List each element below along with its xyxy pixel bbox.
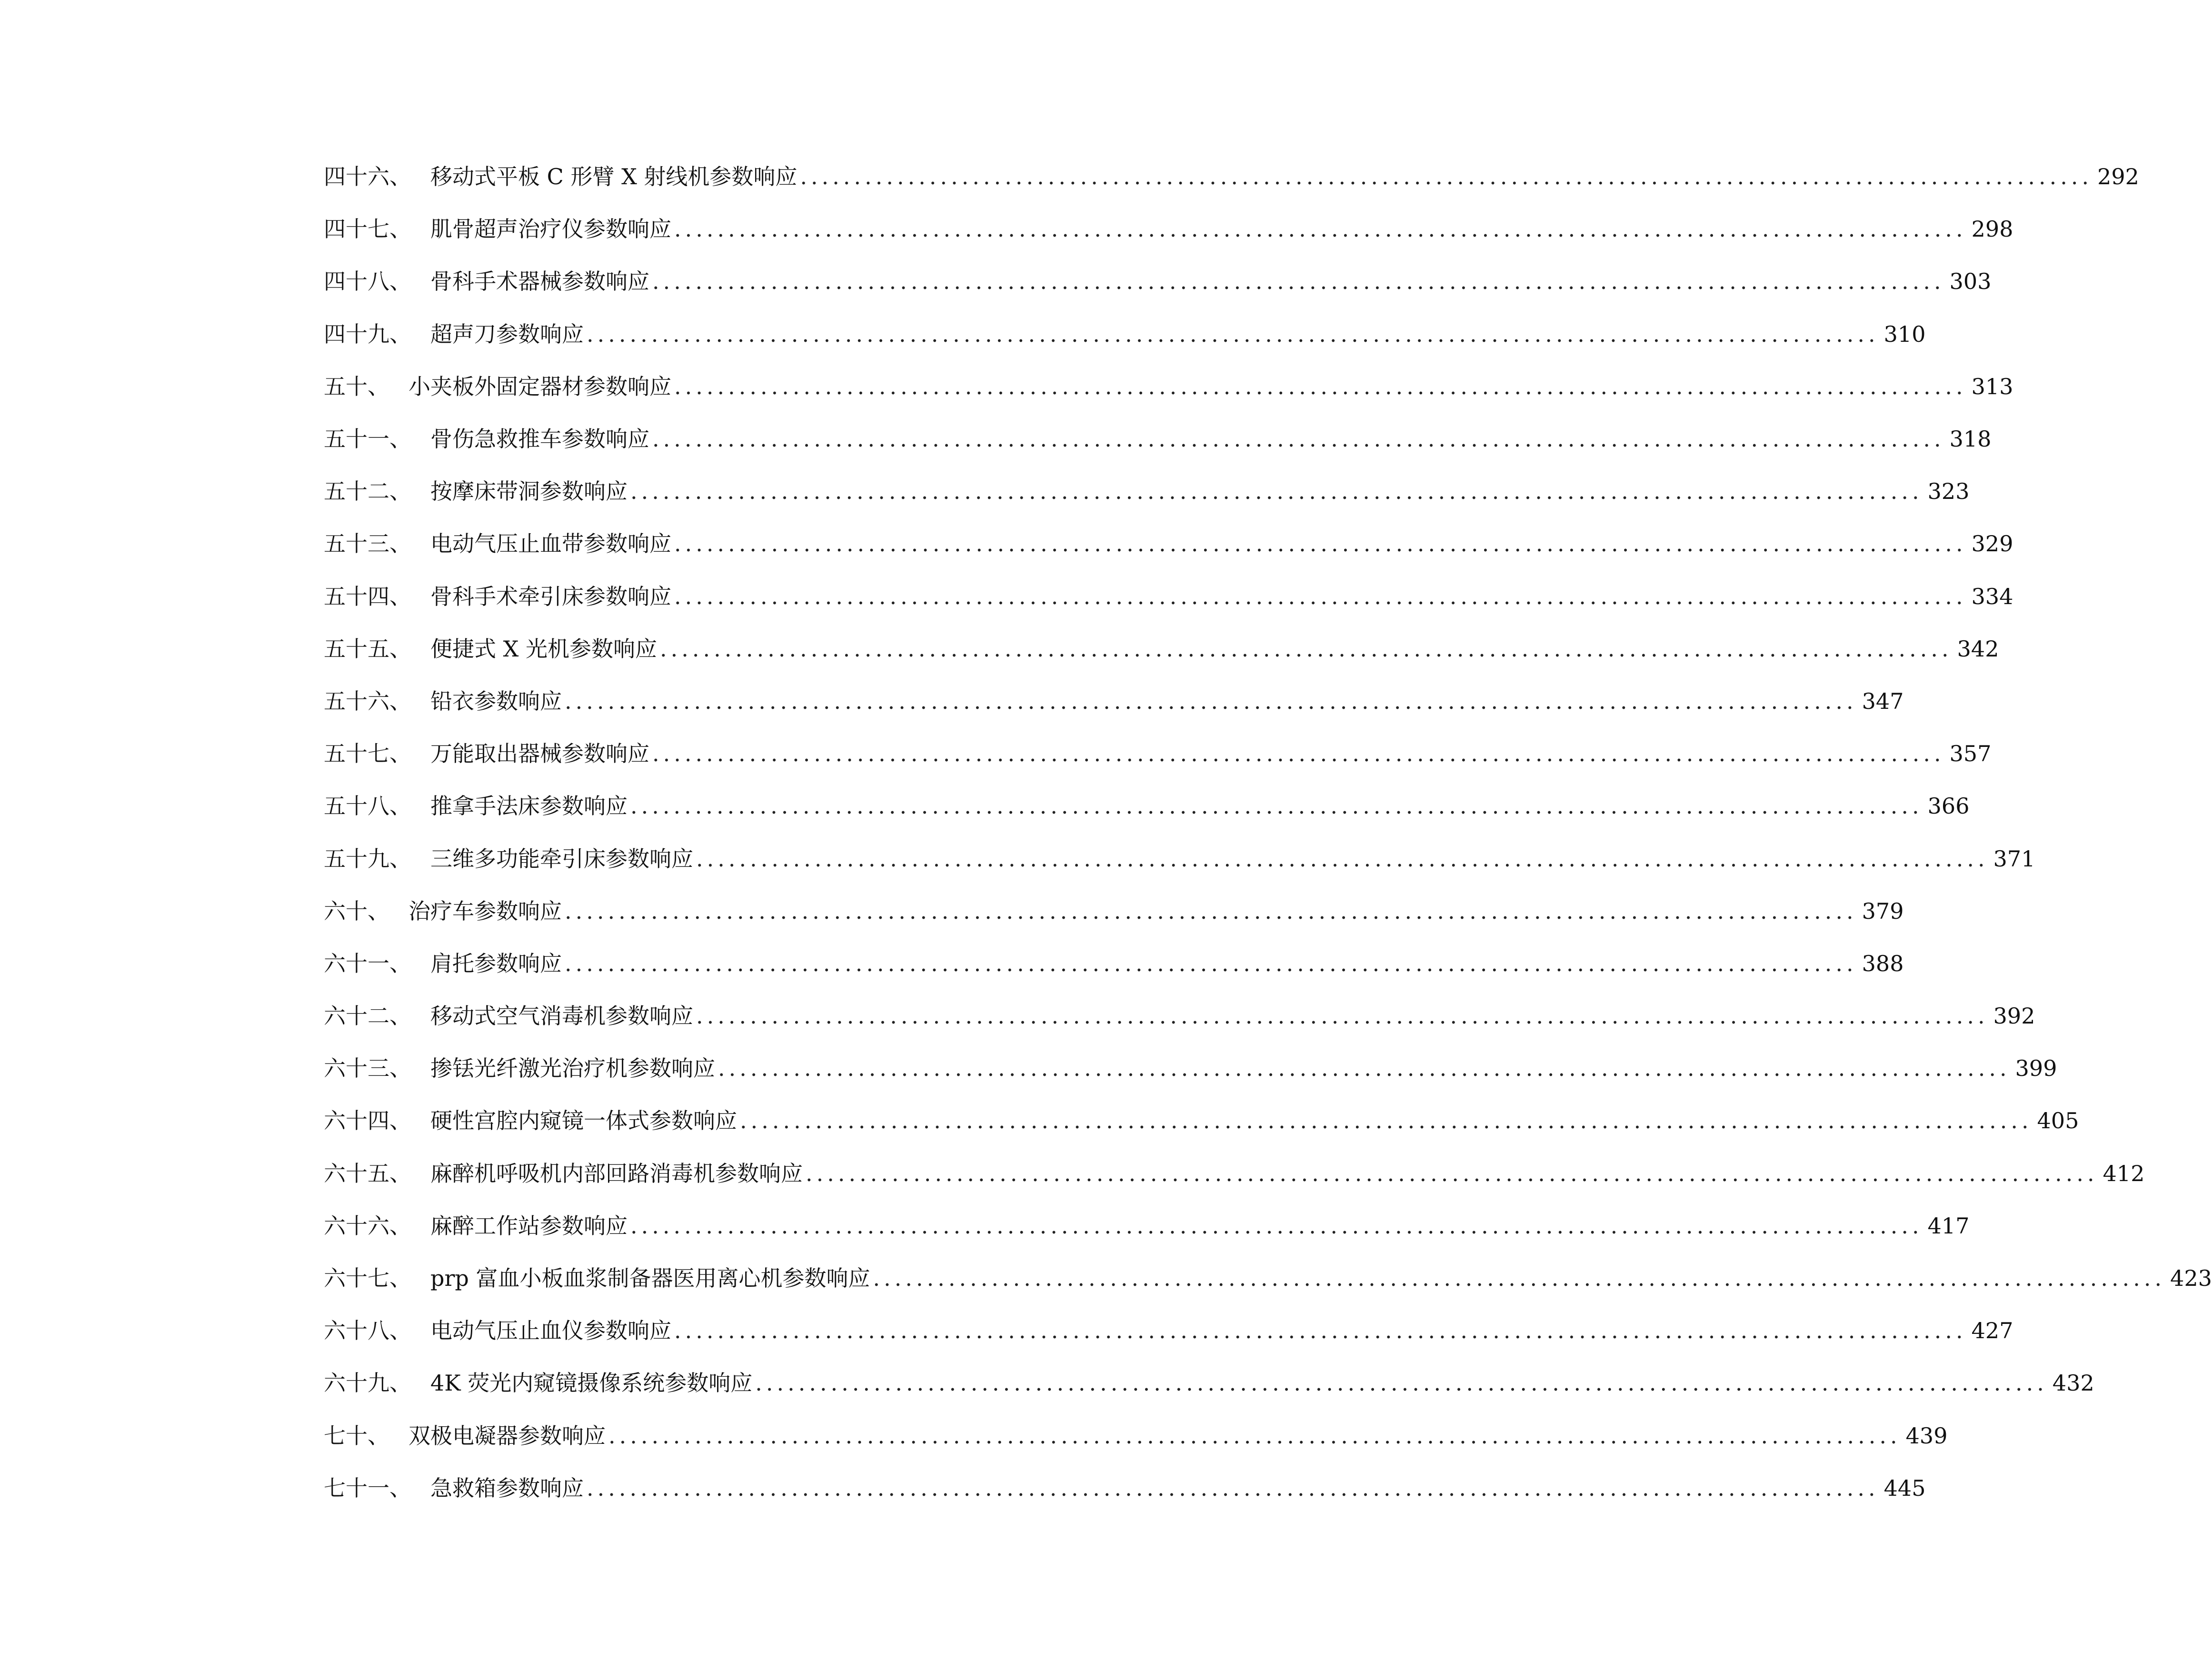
toc-entry-title: 肩托参数响应 xyxy=(430,950,562,976)
toc-entry-page-number: 439 xyxy=(1905,1422,1948,1449)
toc-dot-leader: ........................................................................................................................ xyxy=(800,164,2093,190)
toc-entry[interactable] xyxy=(324,1357,2094,1409)
toc-entry-title: 双极电凝器参数响应 xyxy=(409,1422,606,1449)
toc-entry[interactable] xyxy=(324,832,2035,885)
toc-entry[interactable] xyxy=(324,623,1999,675)
toc-dot-leader: ........................................................................................................................ xyxy=(755,1370,2048,1396)
toc-entry-page-number: 399 xyxy=(2015,1055,2057,1082)
toc-entry-number: 四十六、 xyxy=(324,164,411,190)
toc-dot-leader: ........................................................................................................................ xyxy=(565,688,1857,714)
toc-entry-page-number: 427 xyxy=(1971,1318,2013,1344)
toc-entry-page-number: 388 xyxy=(1862,950,1904,976)
toc-dot-leader: ........................................................................................................................ xyxy=(565,898,1857,924)
toc-entry-page-number: 405 xyxy=(2037,1108,2079,1134)
toc-entry-title: 骨科手术器械参数响应 xyxy=(430,268,649,295)
toc-entry-title: 超声刀参数响应 xyxy=(430,321,584,347)
toc-entry-page-number: 310 xyxy=(1883,321,1926,347)
toc-dot-leader: ........................................................................................................................ xyxy=(630,1213,1923,1239)
toc-entry-title: 掺铥光纤激光治疗机参数响应 xyxy=(430,1055,715,1082)
toc-dot-leader: ........................................................................................................................ xyxy=(674,373,1967,399)
toc-entry-title: 电动气压止血仪参数响应 xyxy=(430,1318,671,1344)
toc-entry-number: 五十三、 xyxy=(324,531,411,557)
toc-dot-leader: ........................................................................................................................ xyxy=(696,845,1989,872)
toc-entry-title: 硬性宫腔内窥镜一体式参数响应 xyxy=(430,1108,737,1134)
toc-dot-leader: ........................................................................................................................ xyxy=(652,268,1945,295)
toc-dot-leader: ........................................................................................................................ xyxy=(630,793,1923,819)
toc-entry[interactable] xyxy=(324,517,2013,570)
toc-entry-title: 移动式空气消毒机参数响应 xyxy=(430,1003,693,1029)
toc-entry[interactable] xyxy=(324,203,2013,255)
toc-entry[interactable] xyxy=(324,727,1992,780)
toc-entry-number: 四十九、 xyxy=(324,321,411,347)
toc-entry-number: 四十七、 xyxy=(324,216,411,242)
toc-entry-number: 六十三、 xyxy=(324,1055,411,1082)
toc-entry-number: 六十八、 xyxy=(324,1318,411,1344)
toc-entry-page-number: 323 xyxy=(1927,478,1970,505)
toc-entry[interactable] xyxy=(324,1094,2079,1147)
toc-entry[interactable] xyxy=(324,885,1904,937)
toc-entry-title: 万能取出器械参数响应 xyxy=(430,741,649,767)
toc-dot-leader: ........................................................................................................................ xyxy=(660,636,1953,662)
toc-entry-page-number: 347 xyxy=(1862,688,1904,714)
toc-dot-leader: ........................................................................................................................ xyxy=(608,1422,1901,1449)
toc-entry-number: 五十九、 xyxy=(324,845,411,872)
toc-entry-page-number: 412 xyxy=(2102,1160,2145,1186)
toc-dot-leader: ........................................................................................................................ xyxy=(740,1108,2033,1134)
toc-entry[interactable] xyxy=(324,937,1904,990)
toc-entry-number: 六十、 xyxy=(324,898,389,924)
toc-entry-title: 4K 荧光内窥镜摄像系统参数响应 xyxy=(430,1370,753,1396)
toc-entry-page-number: 445 xyxy=(1883,1475,1926,1501)
toc-dot-leader: ........................................................................................................................ xyxy=(652,741,1945,767)
toc-entry-title: 按摩床带洞参数响应 xyxy=(430,478,628,505)
toc-entry-page-number: 366 xyxy=(1927,793,1970,819)
toc-dot-leader: ........................................................................................................................ xyxy=(674,1318,1967,1344)
toc-entry-title: 肌骨超声治疗仪参数响应 xyxy=(430,216,671,242)
toc-dot-leader: ........................................................................................................................ xyxy=(806,1160,2098,1186)
toc-entry[interactable] xyxy=(324,465,1970,517)
toc-entry-number: 五十八、 xyxy=(324,793,411,819)
toc-entry-page-number: 313 xyxy=(1971,373,2013,399)
toc-entry-number: 六十一、 xyxy=(324,950,411,976)
toc-entry-number: 五十一、 xyxy=(324,426,411,452)
toc-dot-leader: ........................................................................................................................ xyxy=(587,321,1879,347)
toc-entry-page-number: 342 xyxy=(1957,636,1999,662)
toc-dot-leader: ........................................................................................................................ xyxy=(674,216,1967,242)
toc-entry-number: 五十二、 xyxy=(324,478,411,505)
toc-entry-title: 急救箱参数响应 xyxy=(430,1475,584,1501)
toc-entry[interactable] xyxy=(324,1304,2013,1357)
toc-entry-page-number: 417 xyxy=(1927,1213,1970,1239)
toc-entry[interactable] xyxy=(324,1252,2212,1304)
toc-dot-leader: ........................................................................................................................ xyxy=(630,478,1923,505)
toc-dot-leader: ........................................................................................................................ xyxy=(587,1475,1879,1501)
toc-entry-page-number: 371 xyxy=(1993,845,2035,872)
toc-entry-page-number: 432 xyxy=(2052,1370,2094,1396)
toc-entry-page-number: 329 xyxy=(1971,531,2013,557)
toc-entry-number: 六十五、 xyxy=(324,1160,411,1186)
toc-entry-page-number: 423 xyxy=(2170,1265,2212,1292)
toc-entry-page-number: 298 xyxy=(1971,216,2013,242)
toc-entry-title: 小夹板外固定器材参数响应 xyxy=(409,373,671,399)
toc-dot-leader: ........................................................................................................................ xyxy=(674,531,1967,557)
toc-dot-leader: ........................................................................................................................ xyxy=(718,1055,2011,1082)
toc-entry-number: 六十四、 xyxy=(324,1108,411,1134)
toc-entry[interactable] xyxy=(324,570,2013,623)
toc-entry[interactable] xyxy=(324,1147,2145,1200)
toc-entry[interactable] xyxy=(324,780,1970,832)
toc-entry-page-number: 318 xyxy=(1949,426,1992,452)
toc-entry-title: 骨伤急救推车参数响应 xyxy=(430,426,649,452)
toc-entry-number: 七十一、 xyxy=(324,1475,411,1501)
toc-entry[interactable] xyxy=(324,413,1992,465)
table-of-contents xyxy=(324,150,2212,1514)
toc-entry-title: 电动气压止血带参数响应 xyxy=(430,531,671,557)
toc-entry-number: 五十七、 xyxy=(324,741,411,767)
toc-entry[interactable] xyxy=(324,1462,1926,1514)
toc-entry[interactable] xyxy=(324,1410,1948,1462)
toc-entry-page-number: 292 xyxy=(2097,164,2139,190)
toc-entry-number: 七十、 xyxy=(324,1422,389,1449)
toc-entry-page-number: 392 xyxy=(1993,1003,2035,1029)
toc-entry[interactable] xyxy=(324,675,1904,727)
toc-entry-number: 五十五、 xyxy=(324,636,411,662)
toc-entry-title: 铅衣参数响应 xyxy=(430,688,562,714)
toc-entry-title: 骨科手术牵引床参数响应 xyxy=(430,583,671,609)
toc-entry-number: 四十八、 xyxy=(324,268,411,295)
toc-dot-leader: ........................................................................................................................ xyxy=(873,1265,2166,1292)
toc-dot-leader: ........................................................................................................................ xyxy=(696,1003,1989,1029)
toc-entry[interactable] xyxy=(324,1200,1970,1252)
toc-dot-leader: ........................................................................................................................ xyxy=(652,426,1945,452)
toc-entry-title: 三维多功能牵引床参数响应 xyxy=(430,845,693,872)
toc-entry-number: 六十六、 xyxy=(324,1213,411,1239)
toc-entry[interactable] xyxy=(324,360,2013,413)
toc-entry-title: 麻醉机呼吸机内部回路消毒机参数响应 xyxy=(430,1160,803,1186)
toc-entry[interactable] xyxy=(324,308,1926,360)
toc-entry-title: 治疗车参数响应 xyxy=(409,898,562,924)
toc-entry-page-number: 379 xyxy=(1862,898,1904,924)
toc-dot-leader: ........................................................................................................................ xyxy=(674,583,1967,609)
toc-entry-number: 六十七、 xyxy=(324,1265,411,1292)
toc-entry[interactable] xyxy=(324,1042,2057,1094)
toc-entry-number: 六十九、 xyxy=(324,1370,411,1396)
toc-entry-title: 麻醉工作站参数响应 xyxy=(430,1213,628,1239)
toc-entry-page-number: 357 xyxy=(1949,741,1992,767)
toc-entry-title: 便捷式 X 光机参数响应 xyxy=(430,636,657,662)
toc-entry[interactable] xyxy=(324,150,2139,203)
toc-entry[interactable] xyxy=(324,990,2035,1042)
toc-entry[interactable] xyxy=(324,255,1992,308)
toc-entry-number: 五十、 xyxy=(324,373,389,399)
toc-entry-number: 六十二、 xyxy=(324,1003,411,1029)
toc-entry-number: 五十六、 xyxy=(324,688,411,714)
toc-entry-page-number: 334 xyxy=(1971,583,2013,609)
toc-entry-page-number: 303 xyxy=(1949,268,1992,295)
toc-entry-title: 推拿手法床参数响应 xyxy=(430,793,628,819)
toc-entry-number: 五十四、 xyxy=(324,583,411,609)
toc-entry-title: 移动式平板 C 形臂 X 射线机参数响应 xyxy=(430,164,797,190)
toc-entry-title: prp 富血小板血浆制备器医用离心机参数响应 xyxy=(430,1265,870,1292)
toc-dot-leader: ........................................................................................................................ xyxy=(565,950,1857,976)
